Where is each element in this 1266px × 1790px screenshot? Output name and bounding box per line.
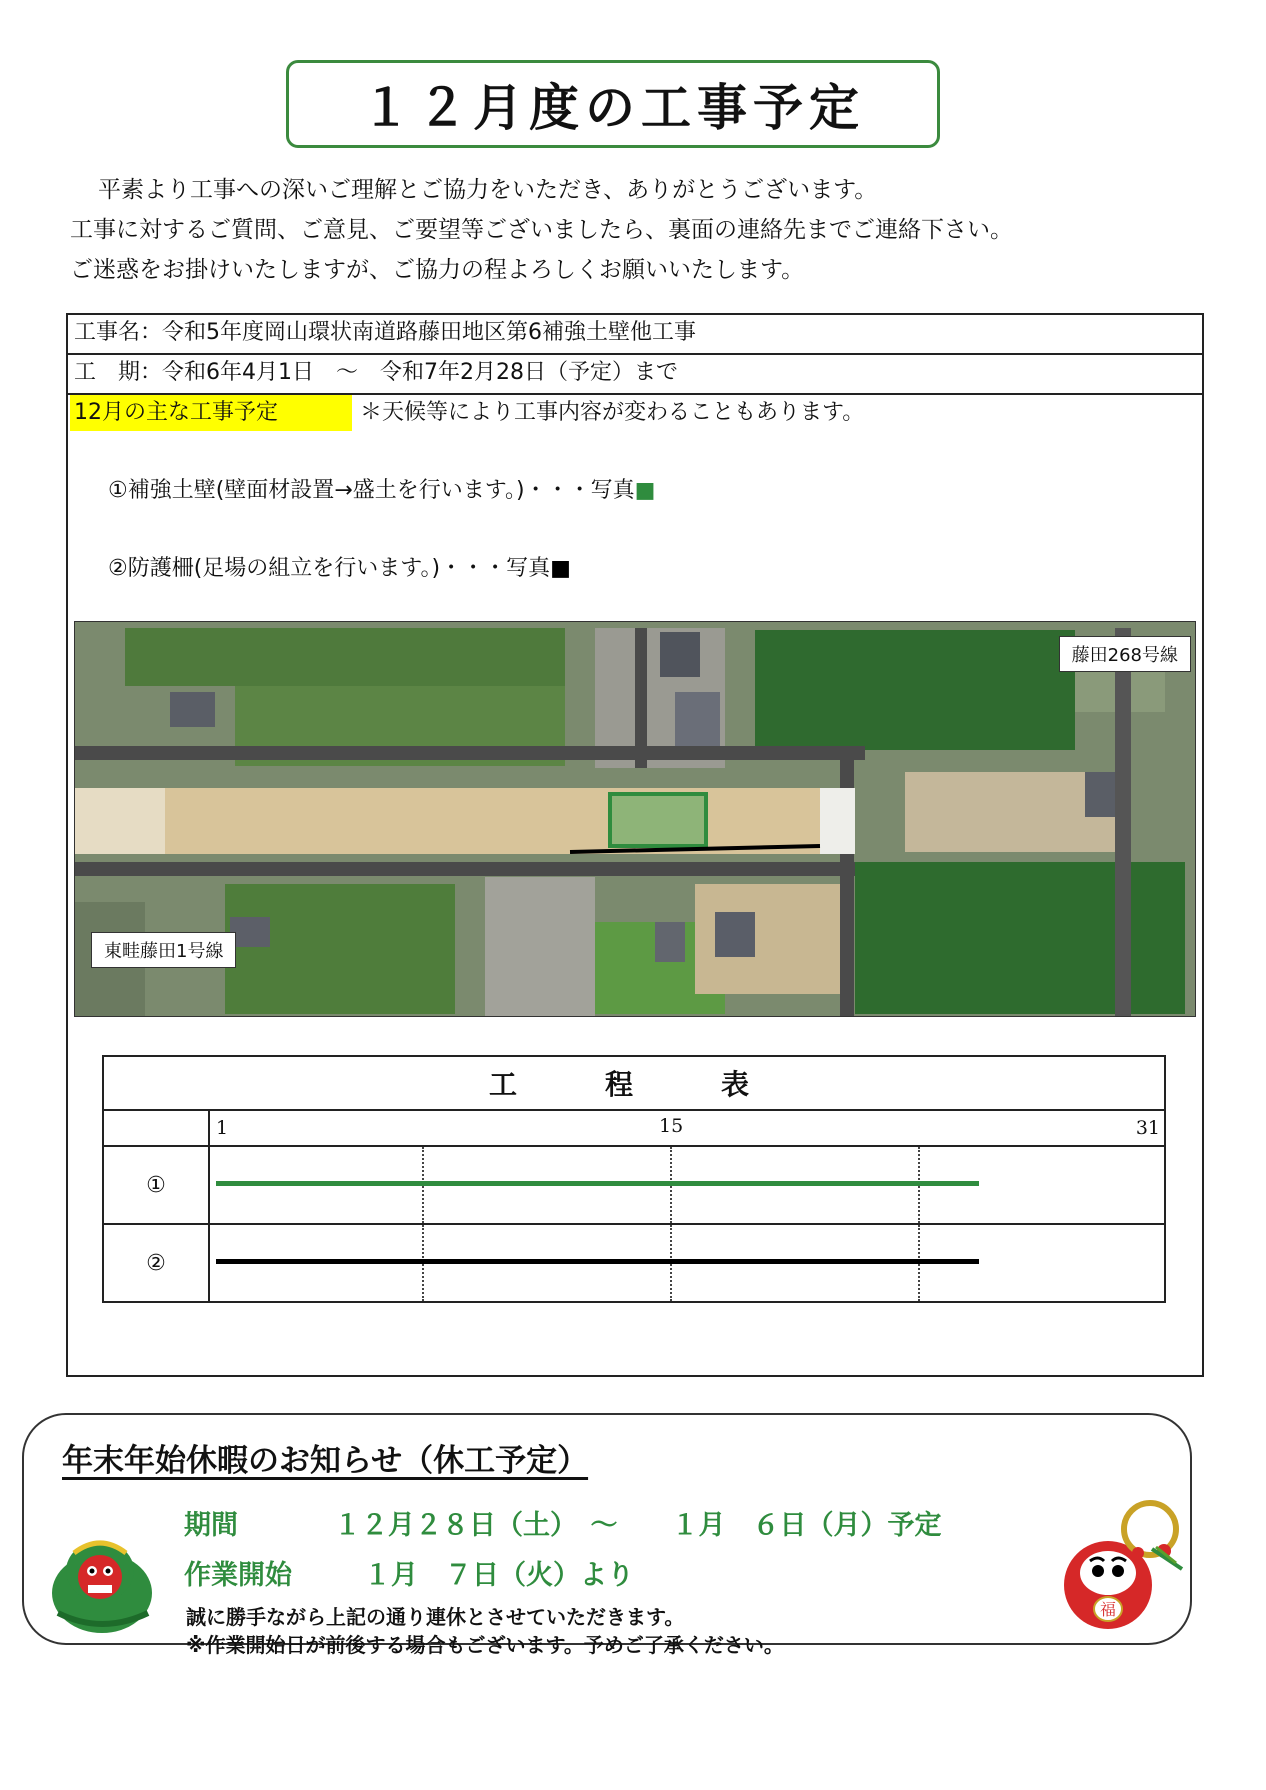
intro-line: ご迷惑をお掛けいたしますが、ご協力の程よろしくお願いいたします。 [70,257,805,283]
project-name-row: 工事名：令和5年度岡山環状南道路藤田地区第6補強土壁他工事 [68,315,1202,355]
daruma-fuku-char: 福 [1099,1600,1117,1619]
intro-line: 工事に対するご質問、ご意見、ご要望等ございましたら、裏面の連絡先までご連絡下さい。 [70,217,1013,243]
intro-line: 平素より工事への深いご理解とご協力をいただき、ありがとうございます。 [98,177,878,203]
shishimai-icon [44,1523,164,1635]
holiday-period-label: 期間 [184,1510,238,1541]
shimekazari-icon [1112,1493,1194,1575]
work-start-label: 作業開始 [184,1560,292,1591]
holiday-title: 年末年始休暇のお知らせ（休工予定） [62,1443,589,1479]
photo-square-icon: ■ [634,478,656,503]
work-item-text: ①補強土壁(壁面材設置→盛土を行います。)・・・写真 [108,478,635,503]
work-start-value: １月 ７日（火）より [364,1560,634,1591]
schedule-row-label: ① [103,1146,209,1224]
schedule-row-label: ② [103,1224,209,1302]
map-label-fujita-268: 藤田268号線 [1059,636,1191,672]
holiday-note-1: 誠に勝手ながら上記の通り連休とさせていただきます。 [186,1605,685,1629]
page-title: １２月度の工事予定 [361,79,865,137]
schedule-bar-reinforced-wall [216,1181,979,1186]
schedule-corner-cell [103,1110,209,1146]
schedule-row-bar-cell [209,1146,1165,1224]
holiday-note-2: ※作業開始日が前後する場合もございます。予めご了承ください。 [186,1633,784,1657]
schedule-title: 工 程 表 [103,1056,1165,1110]
weather-note: ＊天候等により工事内容が変わることもあります。 [360,400,865,425]
schedule-table [102,1055,1166,1303]
map-label-higashiaze-fujita-1: 東畦藤田1号線 [91,932,236,968]
project-period-row: 工 期：令和6年4月1日 ～ 令和7年2月28日（予定）まで [68,355,1202,395]
project-box [66,313,1204,1377]
day-label-mid: 15 [659,1115,684,1137]
schedule-row-bar-cell [209,1224,1165,1302]
work-item-text: ②防護柵(足場の組立を行います。)・・・写真 [108,556,551,581]
schedule-bar-guard-fence [216,1259,979,1264]
work-item-2 [108,551,571,582]
holiday-period-value: １２月２８日（土） ～ １月 ６日（月）予定 [334,1510,942,1541]
aerial-photo [74,621,1196,1017]
day-label-end: 31 [1135,1117,1160,1139]
schedule-day-header [209,1110,1165,1146]
holiday-notice [22,1413,1192,1657]
day-label-start: 1 [216,1117,229,1139]
month-label: 12月の主な工事予定 [70,395,352,431]
work-item-1 [108,473,655,504]
title-box [286,60,940,148]
intro-text [70,170,1210,290]
photo-square-icon: ■ [550,556,571,581]
